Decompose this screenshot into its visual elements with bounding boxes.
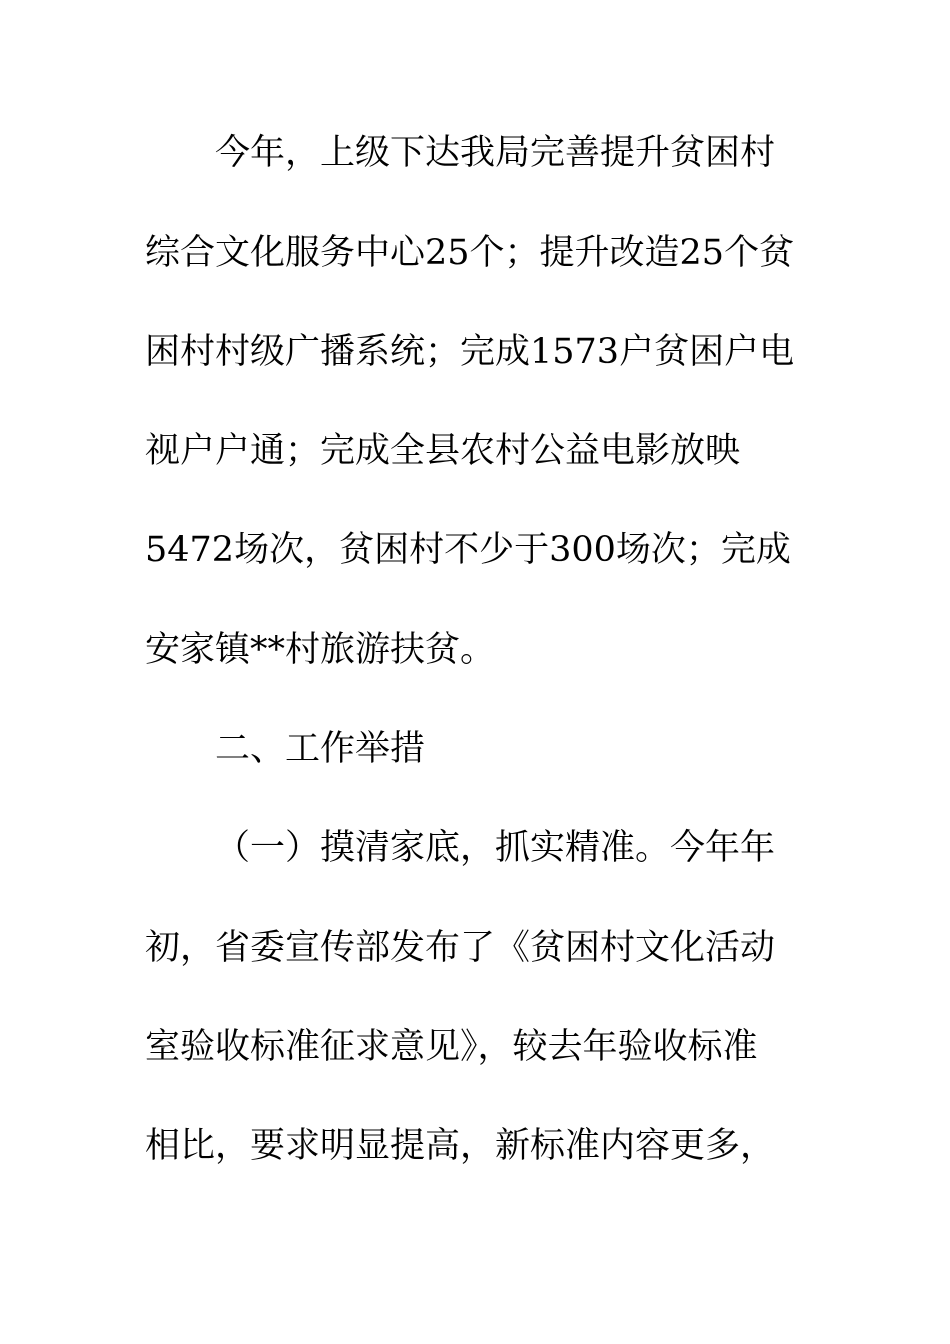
paragraph-line-5: 5472场次，贫困村不少于300场次；完成: [145, 530, 791, 570]
paragraph-line-2: 综合文化服务中心25个；提升改造25个贫: [145, 233, 795, 273]
paragraph-line-9: 初，省委宣传部发布了《贫困村文化活动: [145, 928, 776, 968]
section-heading: 二、工作举措: [215, 729, 426, 769]
paragraph-line-3: 困村村级广播系统；完成1573户贫困户电: [145, 332, 795, 372]
paragraph-line-8: （一）摸清家底，抓实精准。今年年: [215, 828, 776, 868]
paragraph-line-11: 相比，要求明显提高，新标准内容更多，: [145, 1126, 776, 1166]
paragraph-line-6: 安家镇**村旅游扶贫。: [145, 630, 496, 670]
paragraph-line-1: 今年，上级下达我局完善提升贫困村: [215, 133, 776, 173]
paragraph-line-10: 室验收标准征求意见》，较去年验收标准: [145, 1027, 758, 1067]
paragraph-line-4: 视户户通；完成全县农村公益电影放映: [145, 431, 741, 471]
